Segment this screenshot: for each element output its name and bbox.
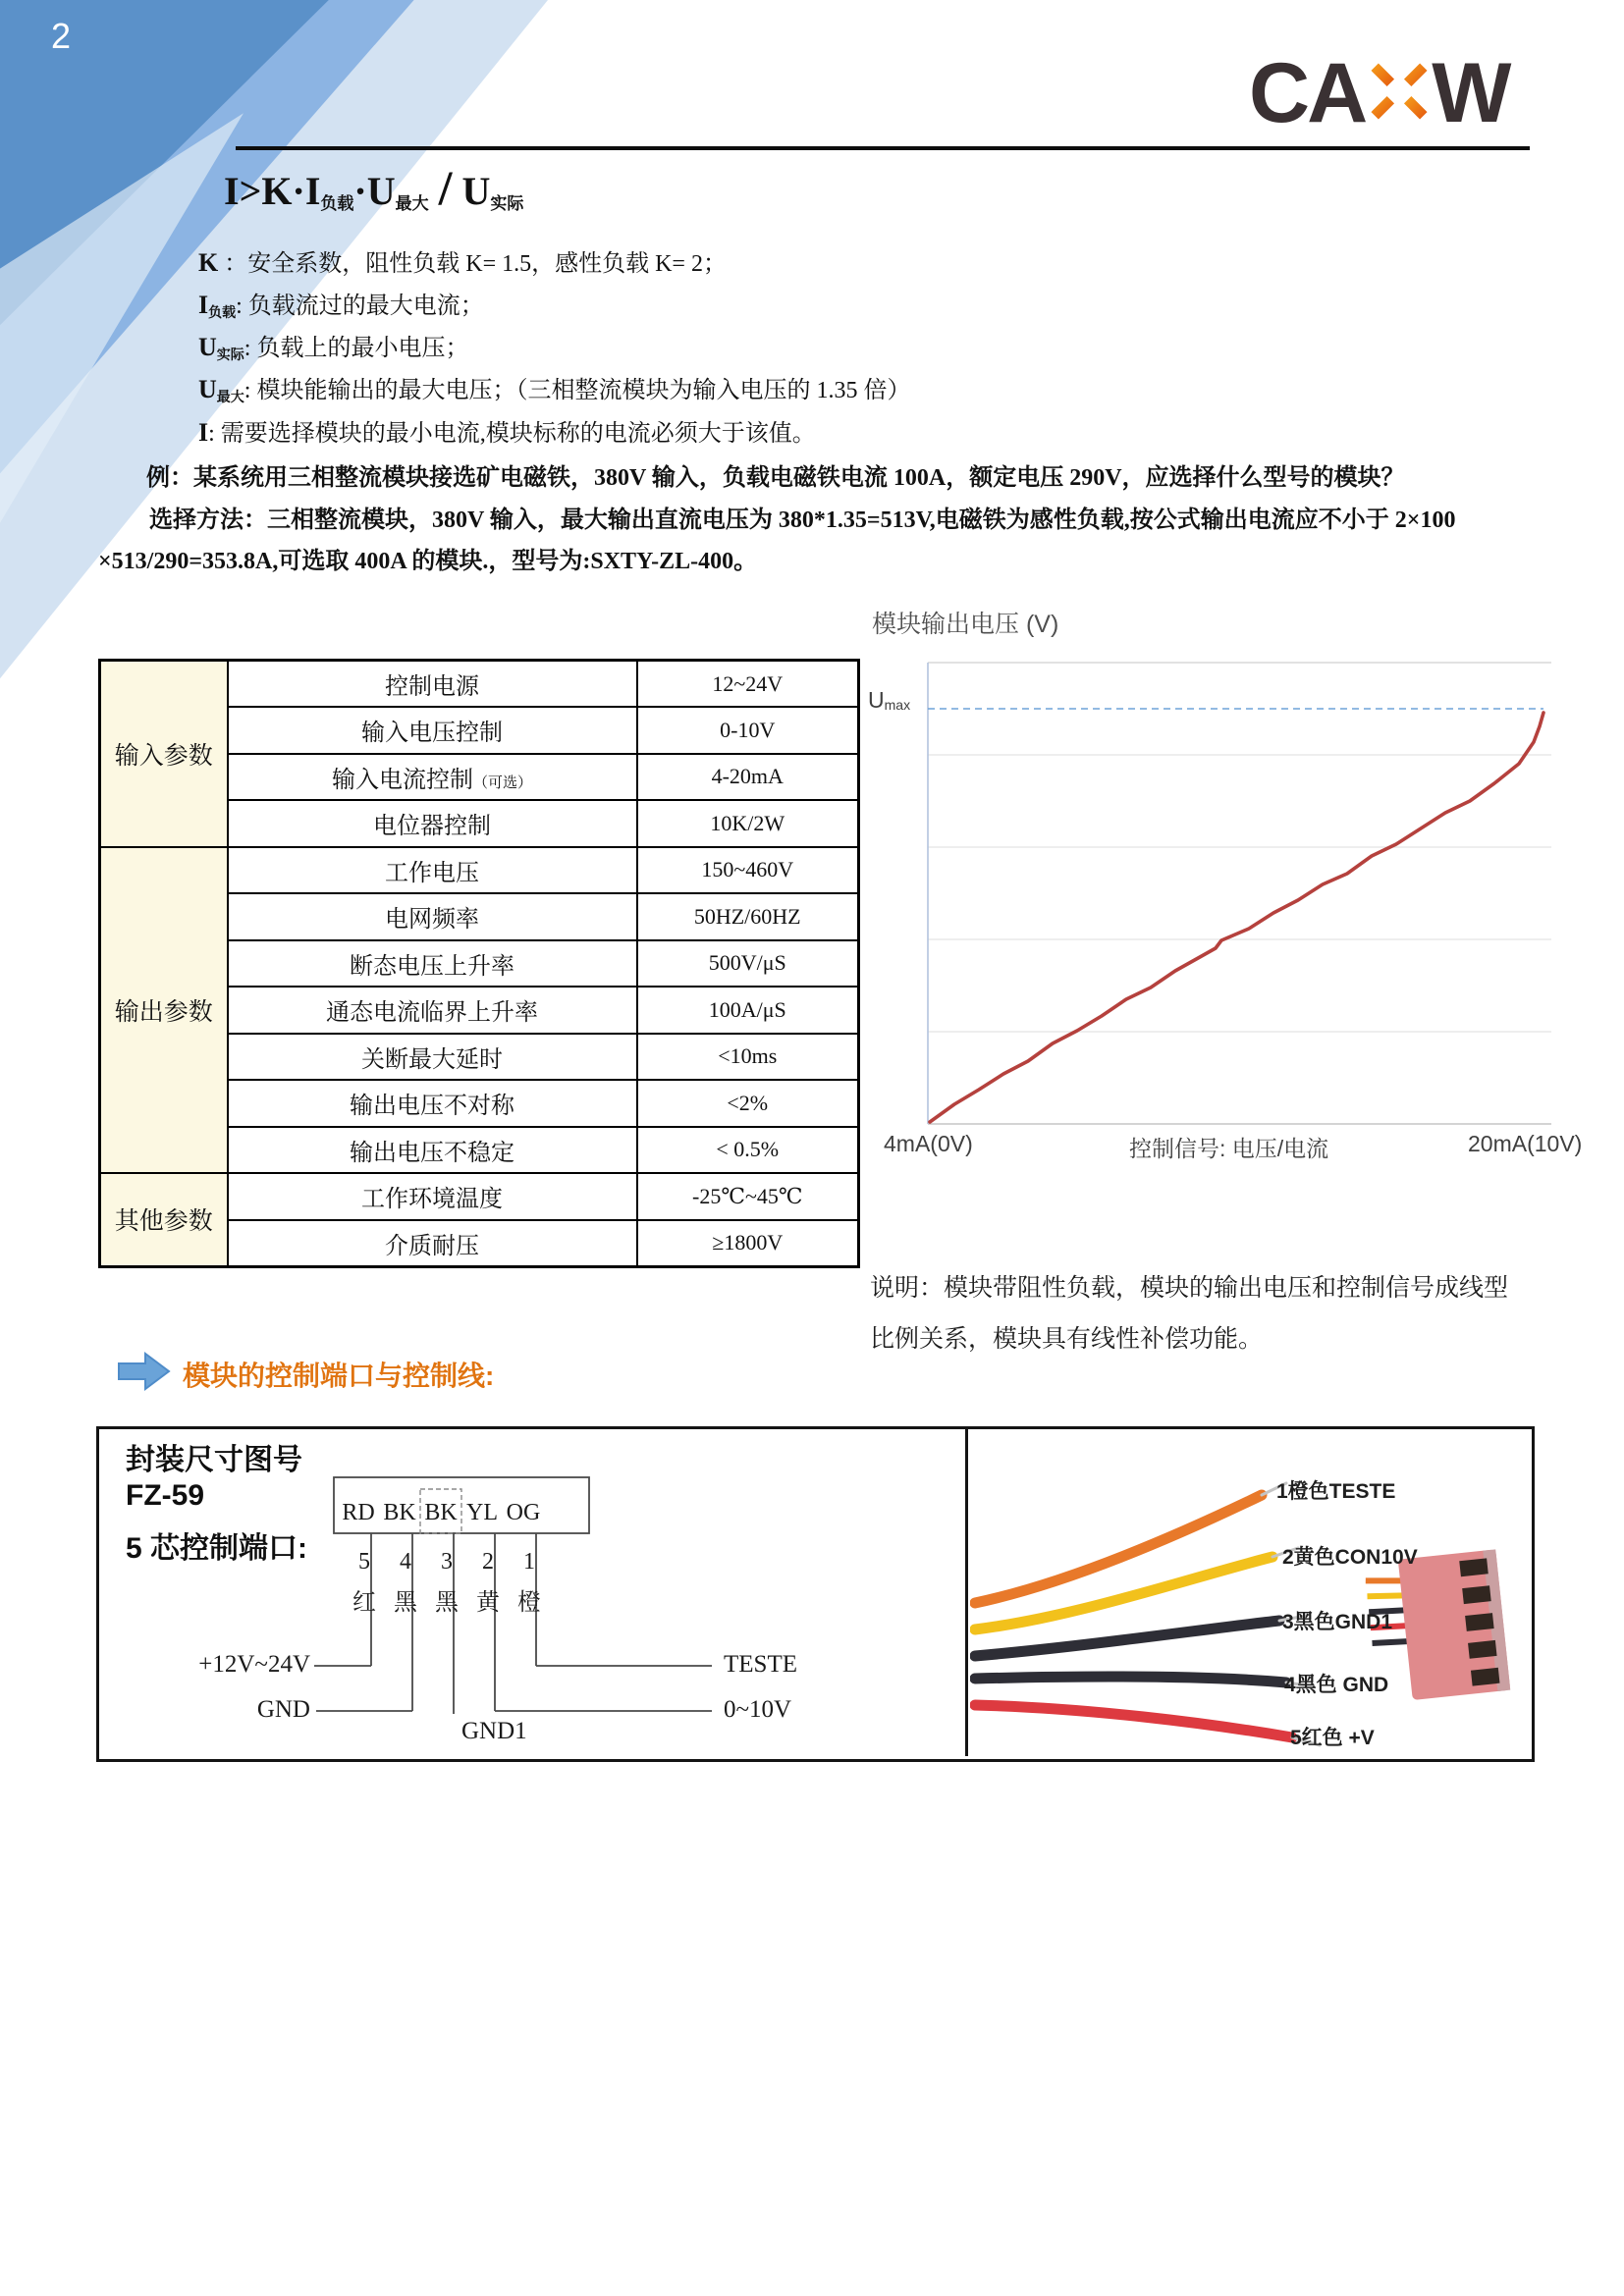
formula-term: I>K·I [224,169,321,213]
red-wire [975,1705,1292,1737]
group-cell-input: 输入参数 [100,661,228,847]
formula-term: ·U [353,169,396,213]
logo-text-left: CA [1249,46,1366,140]
table-row: 断态电压上升率 500V/μS [100,940,859,988]
table-row: 输出电压不稳定 < 0.5% [100,1127,859,1174]
selection-formula: I>K·I负载·U最大 / U实际 [224,160,524,215]
gnd1-label: GND1 [461,1718,527,1744]
section-heading: 模块的控制端口与控制线: [183,1361,495,1391]
gnd-label: GND [256,1696,310,1723]
pin-header-label: RD [342,1500,375,1525]
table-row: 输入电压控制 0-10V [100,707,859,754]
table-row: 输出电压不对称 <2% [100,1080,859,1127]
pin-color: 黑 [435,1590,459,1616]
example-line: ×513/290=353.8A,可选取 400A 的模块.，型号为:SXTY-ZL-400。 [98,549,758,574]
pin-number: 1 [523,1549,535,1575]
power-label: +12V~24V [198,1651,310,1678]
example-line: 例：某系统用三相整流模块接选矿电磁铁，380V 输入，负载电磁铁电流 100A，额定电压 290V，应选择什么型号的模块？ [146,465,1405,491]
output-curve [930,713,1543,1122]
wire-label-4: 4黑色 GND [1284,1674,1389,1696]
teste-label: TESTE [724,1651,797,1678]
brand-logo [1249,46,1509,140]
group-cell-output: 输出参数 [100,847,228,1174]
logo-text-right: W [1432,46,1509,140]
example-line: 选择方法：三相整流模块，380V 输入，最大输出直流电压为 380*1.35=513V,电磁铁为感性负载,按公式输出电流应不小于 2×100 [149,507,1456,533]
package-title-3: 5 芯控制端口: [126,1532,308,1565]
wire-label-5: 5红色 +V [1290,1727,1375,1749]
definition-line: K ：安全系数，阻性负载 K= 1.5，感性负载 K= 2； [198,248,727,277]
umax-label: Umax [868,687,911,713]
definition-line: U最大: 模块能输出的最大电压；（三相整流模块为输入电压的 1.35 倍） [198,375,911,405]
table-row: 输出参数 工作电压 150~460V [100,847,859,894]
pin-color: 黑 [394,1590,417,1616]
pin-color: 红 [352,1590,376,1616]
page-number: 2 [51,16,72,56]
group-cell-other: 其他参数 [100,1173,228,1266]
formula-divider: / [438,160,453,215]
logo-x-icon [1365,51,1432,135]
pin-number: 2 [482,1549,494,1575]
orange-wire [975,1495,1262,1603]
arrow-right-icon [118,1351,171,1392]
pin-color: 橙 [517,1590,541,1616]
chart-note-line1: 说明：模块带阻性负载，模块的输出电压和控制信号成线型 [870,1275,1509,1302]
black-wire-2 [975,1677,1286,1682]
definition-line: U实际: 负载上的最小电压； [198,333,469,363]
table-row: 电位器控制 10K/2W [100,800,859,847]
chart-note-line2: 比例关系，模块具有线性补偿功能。 [870,1326,1264,1353]
output-voltage-chart [864,609,1571,1178]
package-title-2: FZ-59 [126,1479,205,1512]
chart-title: 模块输出电压 (V) [872,611,1059,638]
table-row: 输入电流控制（可选） 4-20mA [100,754,859,801]
x-tick-right: 20mA(10V) [1468,1131,1583,1156]
table-row: 其他参数 工作环境温度 -25℃~45℃ [100,1173,859,1220]
pin-number: 5 [358,1549,370,1575]
pin-number: 3 [441,1549,453,1575]
pin-color: 黄 [476,1590,500,1616]
definition-line: I负载: 负载流过的最大电流； [198,291,484,321]
definition-line: I: 需要选择模块的最小电流,模块标称的电流必须大于该值。 [198,418,816,447]
header-rule [236,146,1530,150]
range-label: 0~10V [724,1696,792,1723]
table-row: 介质耐压 ≥1800V [100,1220,859,1267]
pin-number: 4 [400,1549,411,1575]
pin-header-label: BK [383,1500,416,1525]
pin-header-label: YL [466,1500,498,1525]
x-axis-label: 控制信号: 电压/电流 [1129,1136,1329,1161]
wire-label-1: 1橙色TESTE [1276,1480,1396,1503]
pin-header-label: OG [506,1500,541,1525]
table-row: 输入参数 控制电源 12~24V [100,661,859,708]
x-tick-left: 4mA(0V) [884,1131,973,1156]
wire-label-3: 3黑色GND1 [1282,1611,1393,1633]
table-row: 电网频率 50HZ/60HZ [100,893,859,940]
package-title-1: 封装尺寸图号 [126,1444,302,1476]
table-row: 关断最大延时 <10ms [100,1034,859,1081]
wire-label-2: 2黄色CON10V [1282,1546,1418,1569]
spec-table [98,659,860,1268]
pin-header-label: BK [424,1500,458,1525]
formula-term: U [461,169,491,213]
wire-photo [970,1428,1530,1754]
table-row: 通态电流临界上升率 100A/μS [100,987,859,1034]
